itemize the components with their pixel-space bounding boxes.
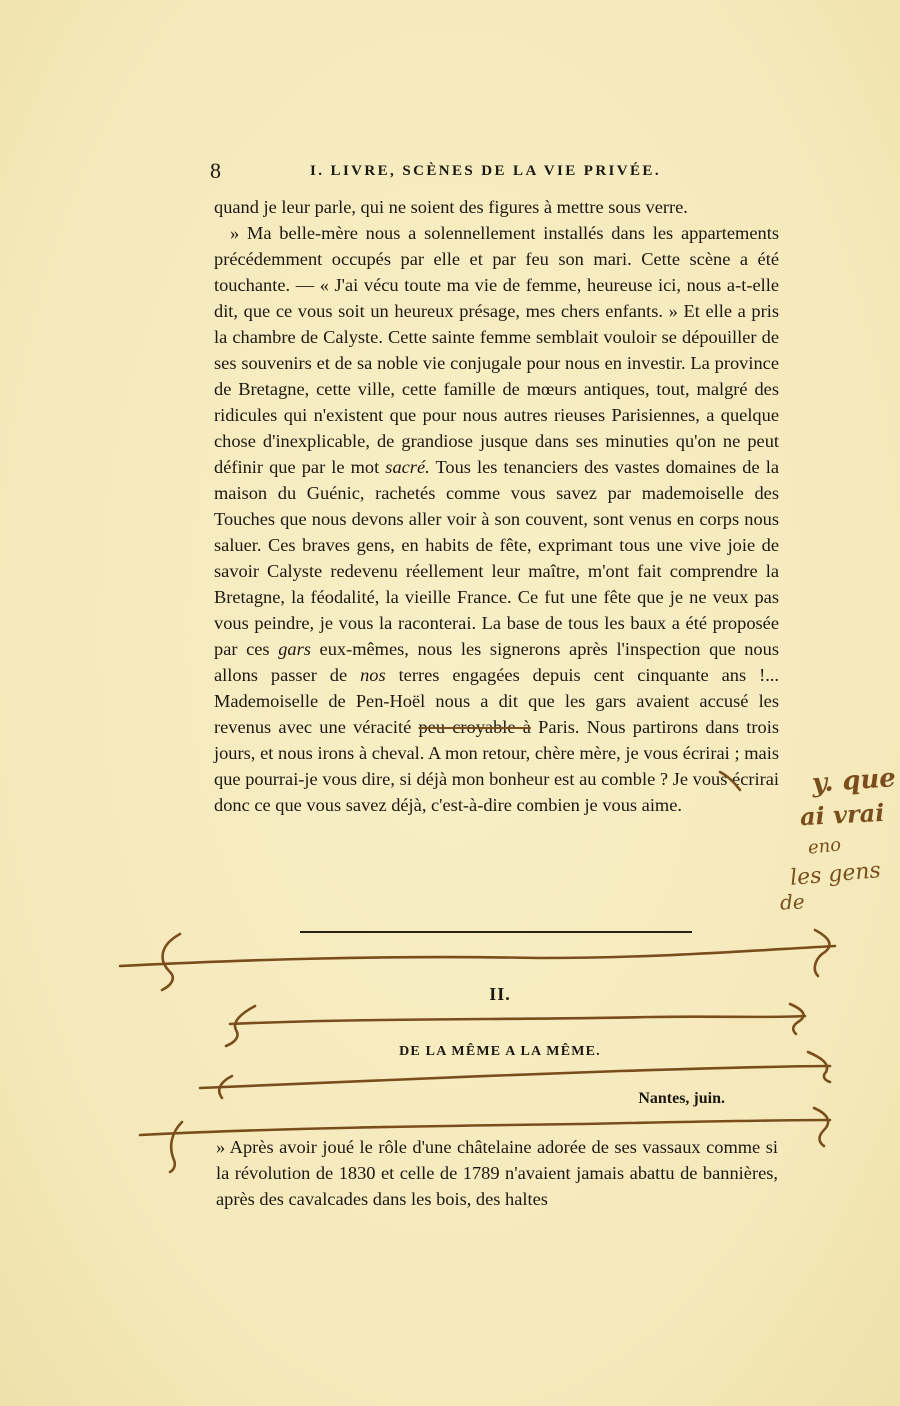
italic-word-nos: nos	[360, 665, 386, 685]
page-number: 8	[210, 158, 221, 183]
ink-bracket-line-4	[140, 1120, 830, 1135]
italic-word-gars: gars	[278, 639, 311, 659]
margin-note-3: eno	[806, 834, 843, 859]
text-run: Paris. Nous partirons dans trois jours, et nous irons à cheval. A mon retour, chère mère, je vous écrirai ; mais que pourrai-je vous dire, si déjà mon bonheur est au comble ? Je vous écrirai donc ce que vous savez déjà, c'est-à-dire combien je vous aime.	[214, 717, 779, 815]
ink-left-hook-4	[170, 1122, 182, 1172]
section-number: II.	[489, 984, 511, 1004]
italic-word-sacre: sacré.	[385, 457, 430, 477]
letter-one-paragraph-1: quand je leur parle, qui ne soient des figures à mettre sous verre.	[214, 197, 688, 217]
ink-right-hook-2	[790, 1004, 804, 1034]
ink-bracket-line-3	[200, 1066, 830, 1088]
text-run: terres engagées depuis cent cinquante ans !... Mademoiselle de Pen-Hoël nous a dit que les gars avaient accusé les revenus avec une véracité	[214, 665, 779, 737]
letter-two-paragraph-1: » Après avoir joué le rôle d'une châtelaine adorée de ses vassaux comme si la révolution de 1830 et celle de 1789 n'avaient jamais abattu de bannières, après des cavalcades dans les bois, des haltes	[216, 1137, 778, 1209]
text-run: » Ma belle-mère nous a solennellement installés dans les appartements précédemment occupés par elle et par feu son mari. Cette scène a été touchante. — « J'ai vécu toute ma vie de femme, heureuse ici, nous a-t-elle dit, que ce vous soit un heureux présage, mes chers enfants. » Et elle a pris la chambre de Calyste. Cette sainte femme semblait vouloir se dépouiller de ses souvenirs et de sa noble vie conjugale pour nous en investir. La province de Bretagne, cette ville, cette famille de mœurs antiques, tout, malgré des ridicules qui n'existent que pour nous autres rieuses Parisiennes, a quelque chose d'inexplicable, de grandiose jusque dans ses minuties qu'on ne peut définir que par le mot	[214, 223, 779, 477]
margin-note-1: y. que	[811, 763, 897, 799]
struck-through-text: peu croyable à	[418, 717, 531, 737]
running-head: I. LIVRE, SCÈNES DE LA VIE PRIVÉE.	[310, 163, 661, 179]
margin-note-2: ai vrai	[799, 797, 885, 832]
ink-bracket-line-2	[230, 1016, 805, 1024]
margin-note-5: de	[779, 889, 806, 915]
text-run: eux-mêmes, nous les signerons après l'inspection que nous allons passer de	[214, 639, 779, 685]
ink-right-hook-1	[815, 930, 830, 976]
text-run: Tous les tenanciers des vastes domaines de la maison du Guénic, rachetés comme vous savez par mademoiselle des Touches que nous devons aller voir à son couvent, sont venus en corps nous saluer. Ces braves gens, en habits de fête, exprimant tous une vive joie de savoir Calyste redevenu réellement leur maître, m'ont fait comprendre la Bretagne, la féodalité, la vieille France. Ce fut une fête que je ne veux pas vous peindre, je vous la raconterai. La base de tous les baux a été proposée par ces	[214, 457, 779, 659]
ink-bracket-line-1	[120, 946, 835, 966]
dateline: Nantes, juin.	[638, 1090, 725, 1107]
ink-caret-mark	[720, 772, 740, 790]
ink-right-hook-4	[814, 1108, 828, 1146]
margin-note-4: les gens	[789, 858, 882, 891]
ink-left-hook-2	[226, 1006, 255, 1046]
ink-left-hook-1	[162, 934, 180, 990]
section-title: DE LA MÊME A LA MÊME.	[399, 1044, 601, 1059]
